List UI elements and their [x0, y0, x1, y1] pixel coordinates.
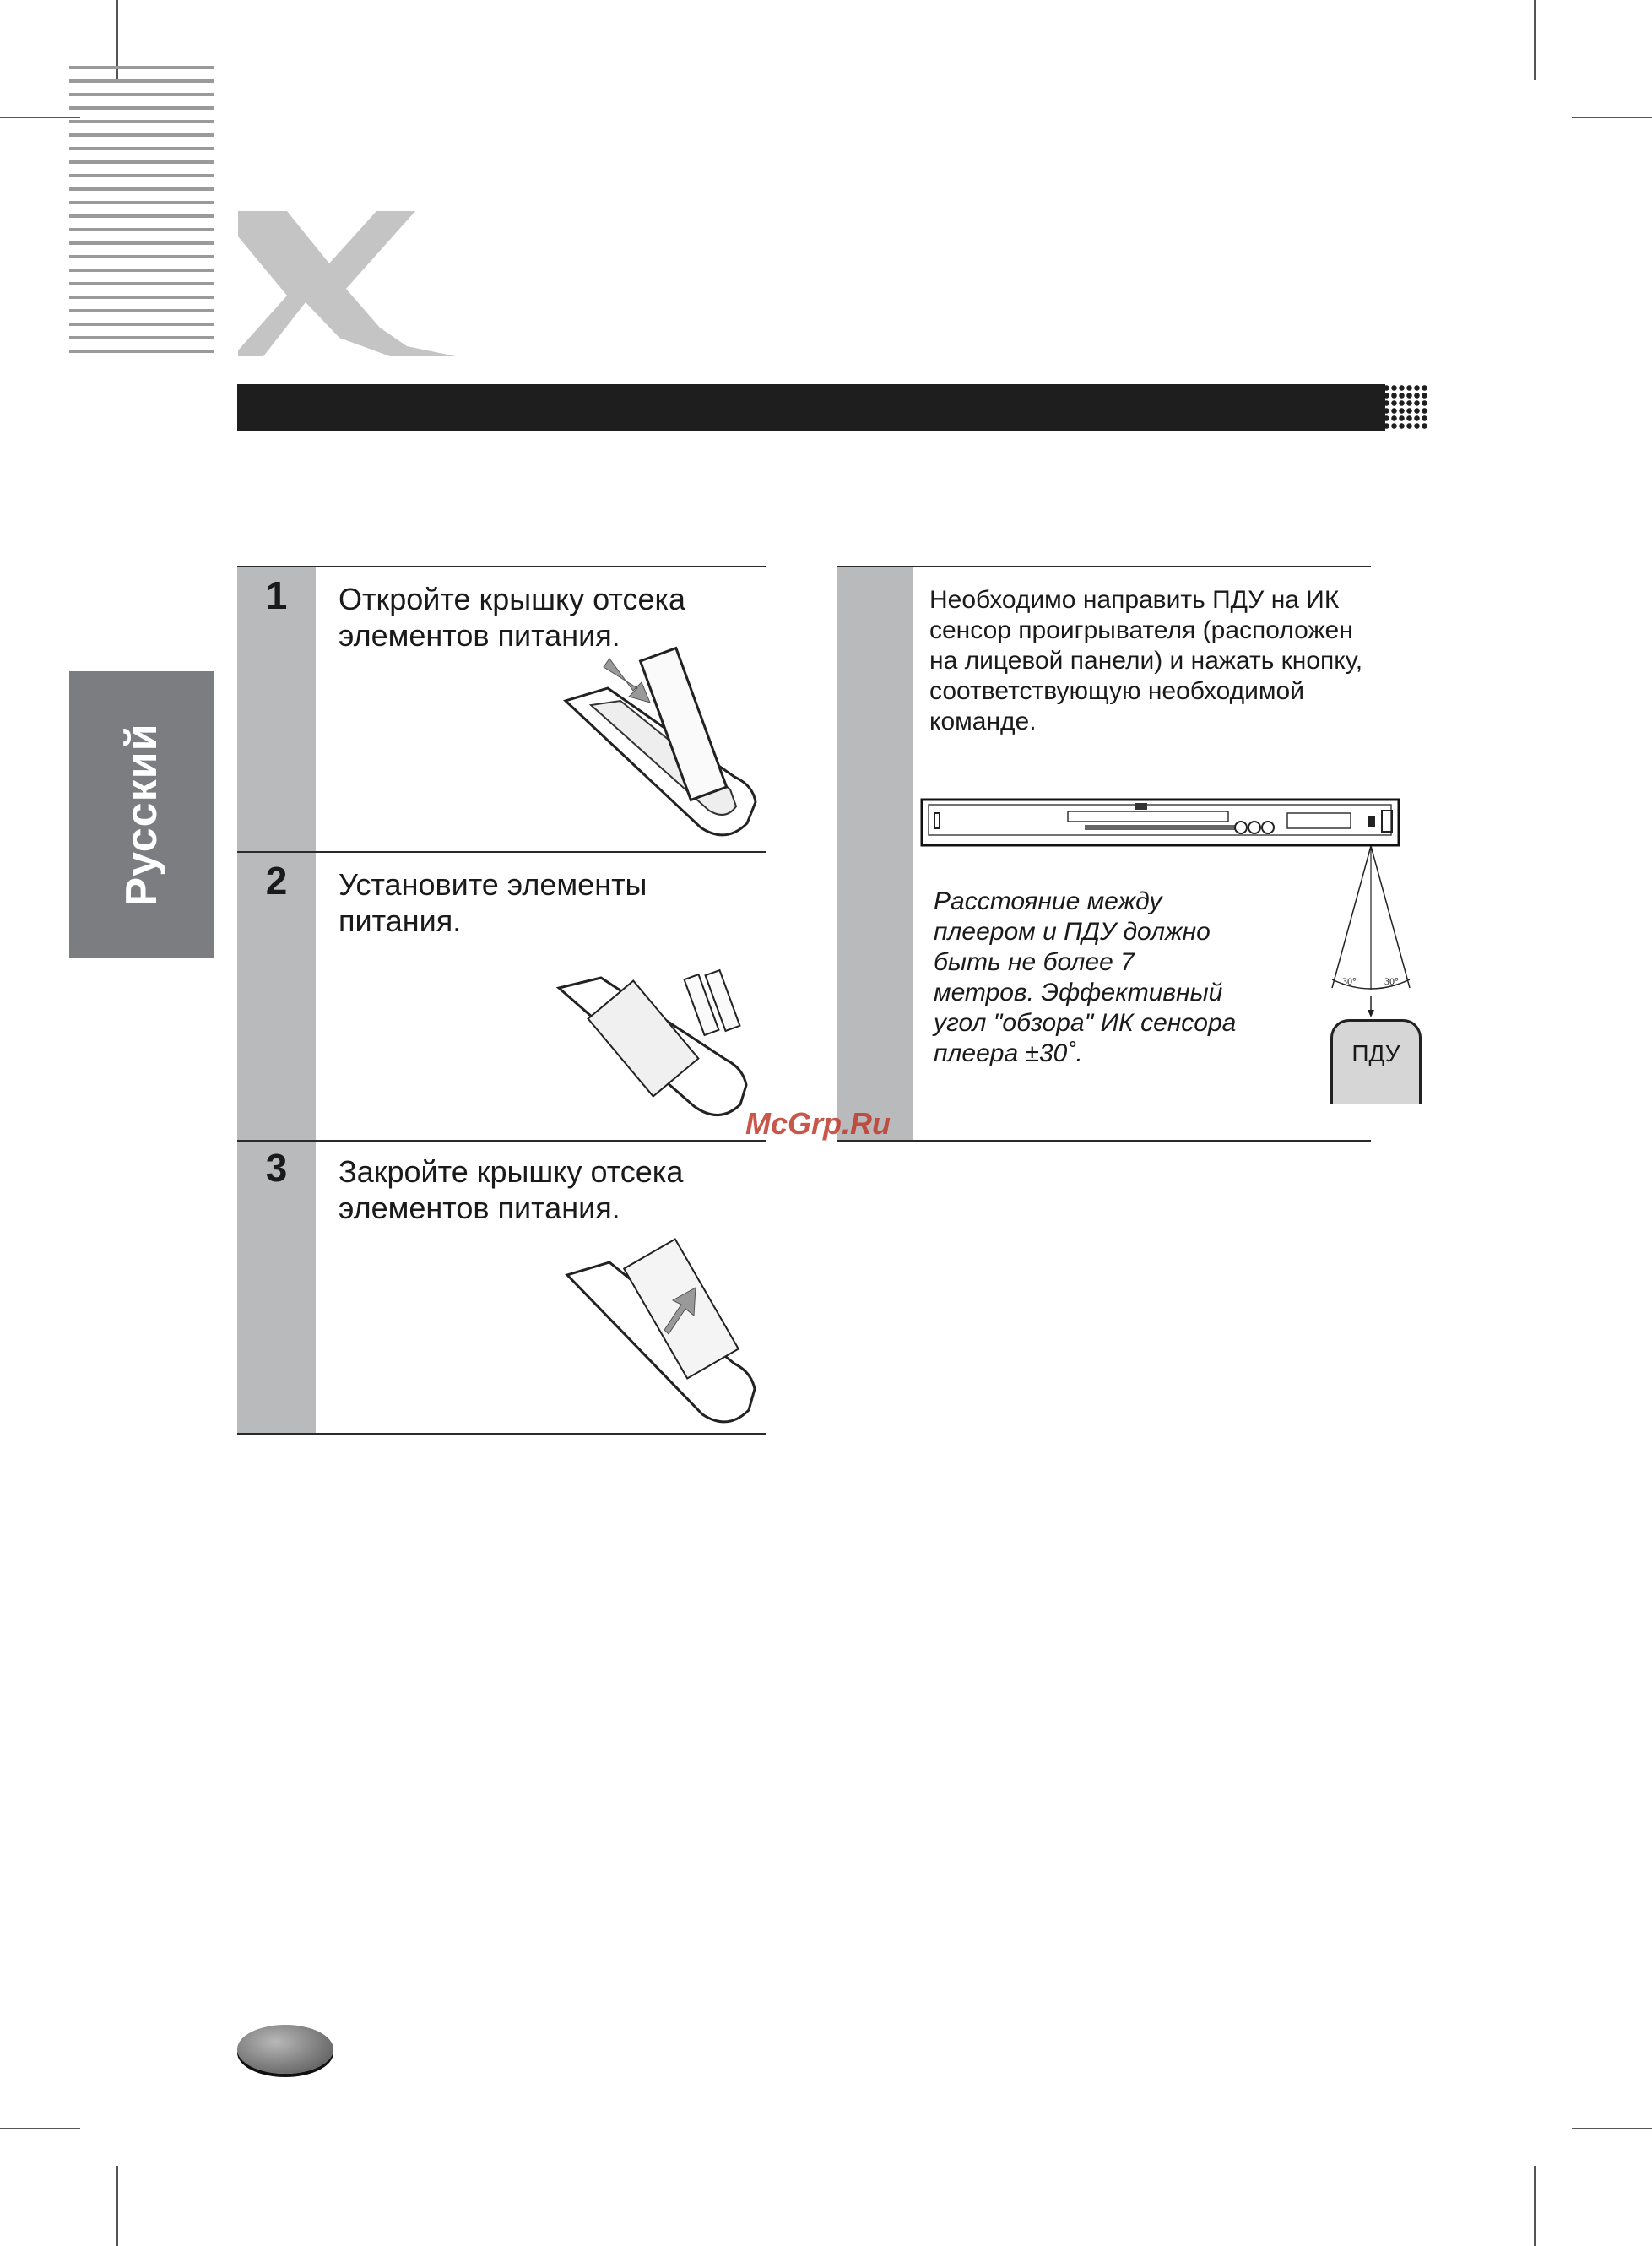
info-grey-column [837, 567, 913, 1140]
header-dots-decoration [1368, 384, 1427, 431]
step-number-column [237, 567, 316, 1435]
crop-mark [0, 2128, 80, 2129]
step-text: Установите элементы питания. [339, 867, 647, 938]
ir-sensor-angle-diagram [1325, 844, 1418, 1022]
angle-label-left: 30° [1342, 975, 1357, 987]
crop-mark [1534, 0, 1536, 80]
angle-label-right: 30° [1384, 975, 1399, 987]
instruction-text: Необходимо направить ПДУ на ИК сенсор проигрывателя (расположен на лицевой панели) и нажать кнопку, соответствующую необходимой команде. [929, 586, 1363, 735]
table-rule [237, 566, 766, 567]
distance-note: Расстояние между плеером и ПДУ должно быть не более 7 метров. Эффективный угол "обзора" ИК сенсора плеера ±30˚. [934, 887, 1237, 1067]
remote-open-cover-illustration [557, 642, 764, 849]
remote-label: ПДУ [1351, 1040, 1400, 1066]
table-rule [837, 566, 1371, 567]
table-rule [237, 1433, 766, 1435]
step-number: 2 [265, 859, 288, 903]
step-number: 1 [265, 573, 288, 617]
crop-mark [1572, 117, 1652, 118]
crop-mark [116, 2166, 118, 2246]
page-number-badge [237, 2025, 333, 2074]
step-text: Откройте крышку отсека элементов питания. [339, 582, 686, 653]
brand-x-logo-icon [238, 211, 458, 359]
table-rule [237, 1140, 766, 1142]
step-number: 3 [265, 1146, 288, 1190]
decorative-stripes [69, 66, 214, 361]
table-rule [237, 851, 766, 853]
crop-mark [1534, 2166, 1536, 2246]
watermark: McGrp.Ru [745, 1106, 891, 1141]
remote-insert-batteries-illustration [550, 937, 766, 1131]
language-tab-label: Русский [116, 723, 166, 907]
step-text: Закройте крышку отсека элементов питания. [339, 1154, 684, 1225]
crop-mark [0, 117, 80, 118]
remote-close-cover-illustration [559, 1224, 766, 1431]
remote-control-icon [1330, 1019, 1422, 1104]
crop-mark [1572, 2128, 1652, 2129]
table-rule [837, 1140, 1371, 1142]
dvd-player-front-panel-illustration [920, 798, 1401, 849]
language-tab [69, 671, 214, 958]
section-header-bar [237, 384, 1385, 431]
